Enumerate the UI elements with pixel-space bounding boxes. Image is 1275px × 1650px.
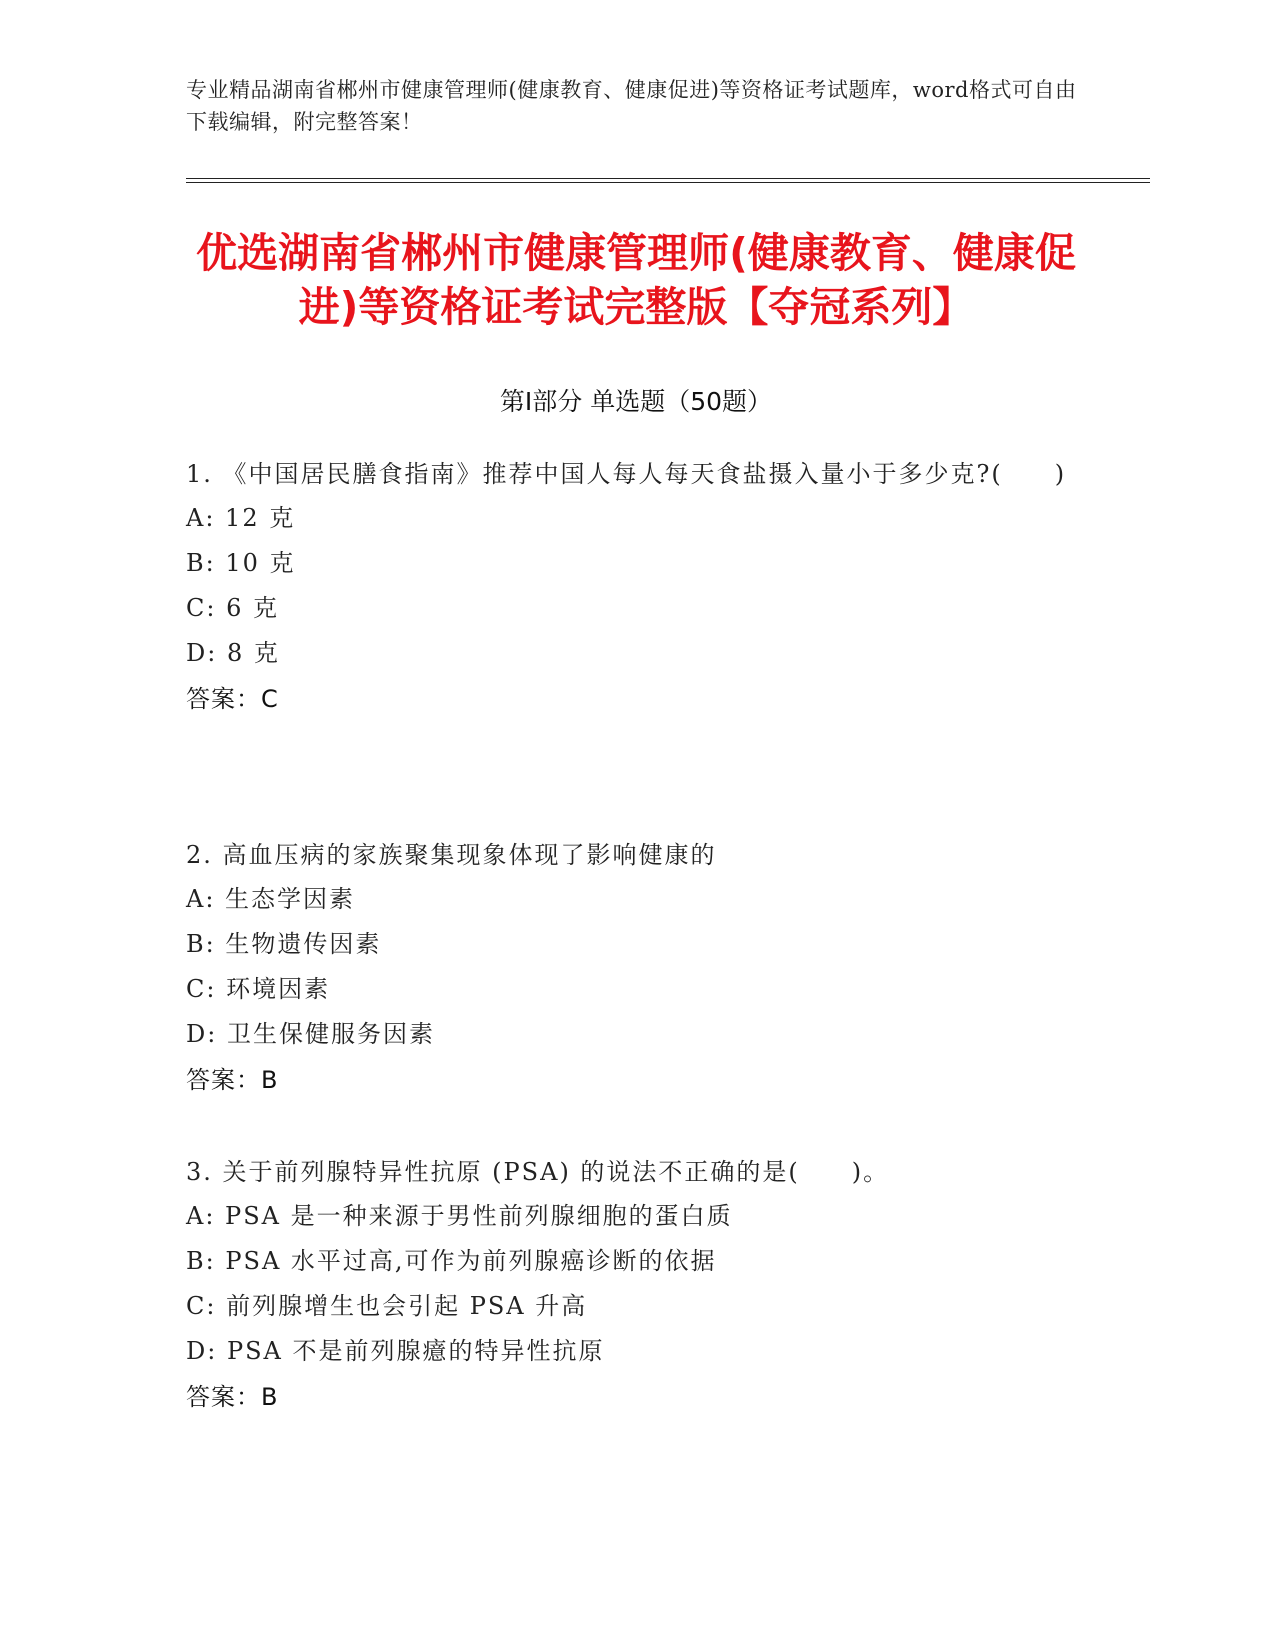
header-divider-top xyxy=(186,178,1150,179)
option-a: A: PSA 是一种来源于男性前列腺细胞的蛋白质 xyxy=(186,1202,733,1230)
option-a: A: 生态学因素 xyxy=(186,885,356,913)
option-b: B: 10 克 xyxy=(186,549,296,577)
document-title: 优选湖南省郴州市健康管理师(健康教育、健康促进)等资格证考试完整版【夺冠系列】 xyxy=(196,229,1076,331)
option-d: D: PSA 不是前列腺癔的特异性抗原 xyxy=(186,1337,605,1365)
option-c: C: 环境因素 xyxy=(186,975,331,1003)
option-d: D: 8 克 xyxy=(186,639,280,667)
option-d: D: 卫生保健服务因素 xyxy=(186,1020,435,1048)
question-1 xyxy=(186,452,1086,722)
question-stem: 1. 《中国居民膳食指南》推荐中国人每人每天食盐摄入量小于多少克?( ) xyxy=(186,460,1067,488)
question-stem: 2. 高血压病的家族聚集现象体现了影响健康的 xyxy=(186,841,717,869)
option-b: B: PSA 水平过高,可作为前列腺癌诊断的依据 xyxy=(186,1247,717,1275)
answer: 答案：C xyxy=(186,685,279,713)
header-divider-bottom xyxy=(186,182,1150,183)
question-3 xyxy=(186,1150,1086,1420)
header-note: 专业精品湖南省郴州市健康管理师(健康教育、健康促进)等资格证考试题库，word格式可自由下载编辑，附完整答案！ xyxy=(186,78,1077,134)
question-stem: 3. 关于前列腺特异性抗原 (PSA) 的说法不正确的是( )。 xyxy=(186,1158,890,1186)
option-c: C: 前列腺增生也会引起 PSA 升高 xyxy=(186,1292,588,1320)
question-2 xyxy=(186,833,1086,1103)
option-c: C: 6 克 xyxy=(186,594,279,622)
section-title: 第Ⅰ部分 单选题（50题） xyxy=(499,387,773,416)
answer: 答案：B xyxy=(186,1066,279,1094)
option-b: B: 生物遗传因素 xyxy=(186,930,382,958)
option-a: A: 12 克 xyxy=(186,504,296,532)
answer: 答案：B xyxy=(186,1383,279,1411)
